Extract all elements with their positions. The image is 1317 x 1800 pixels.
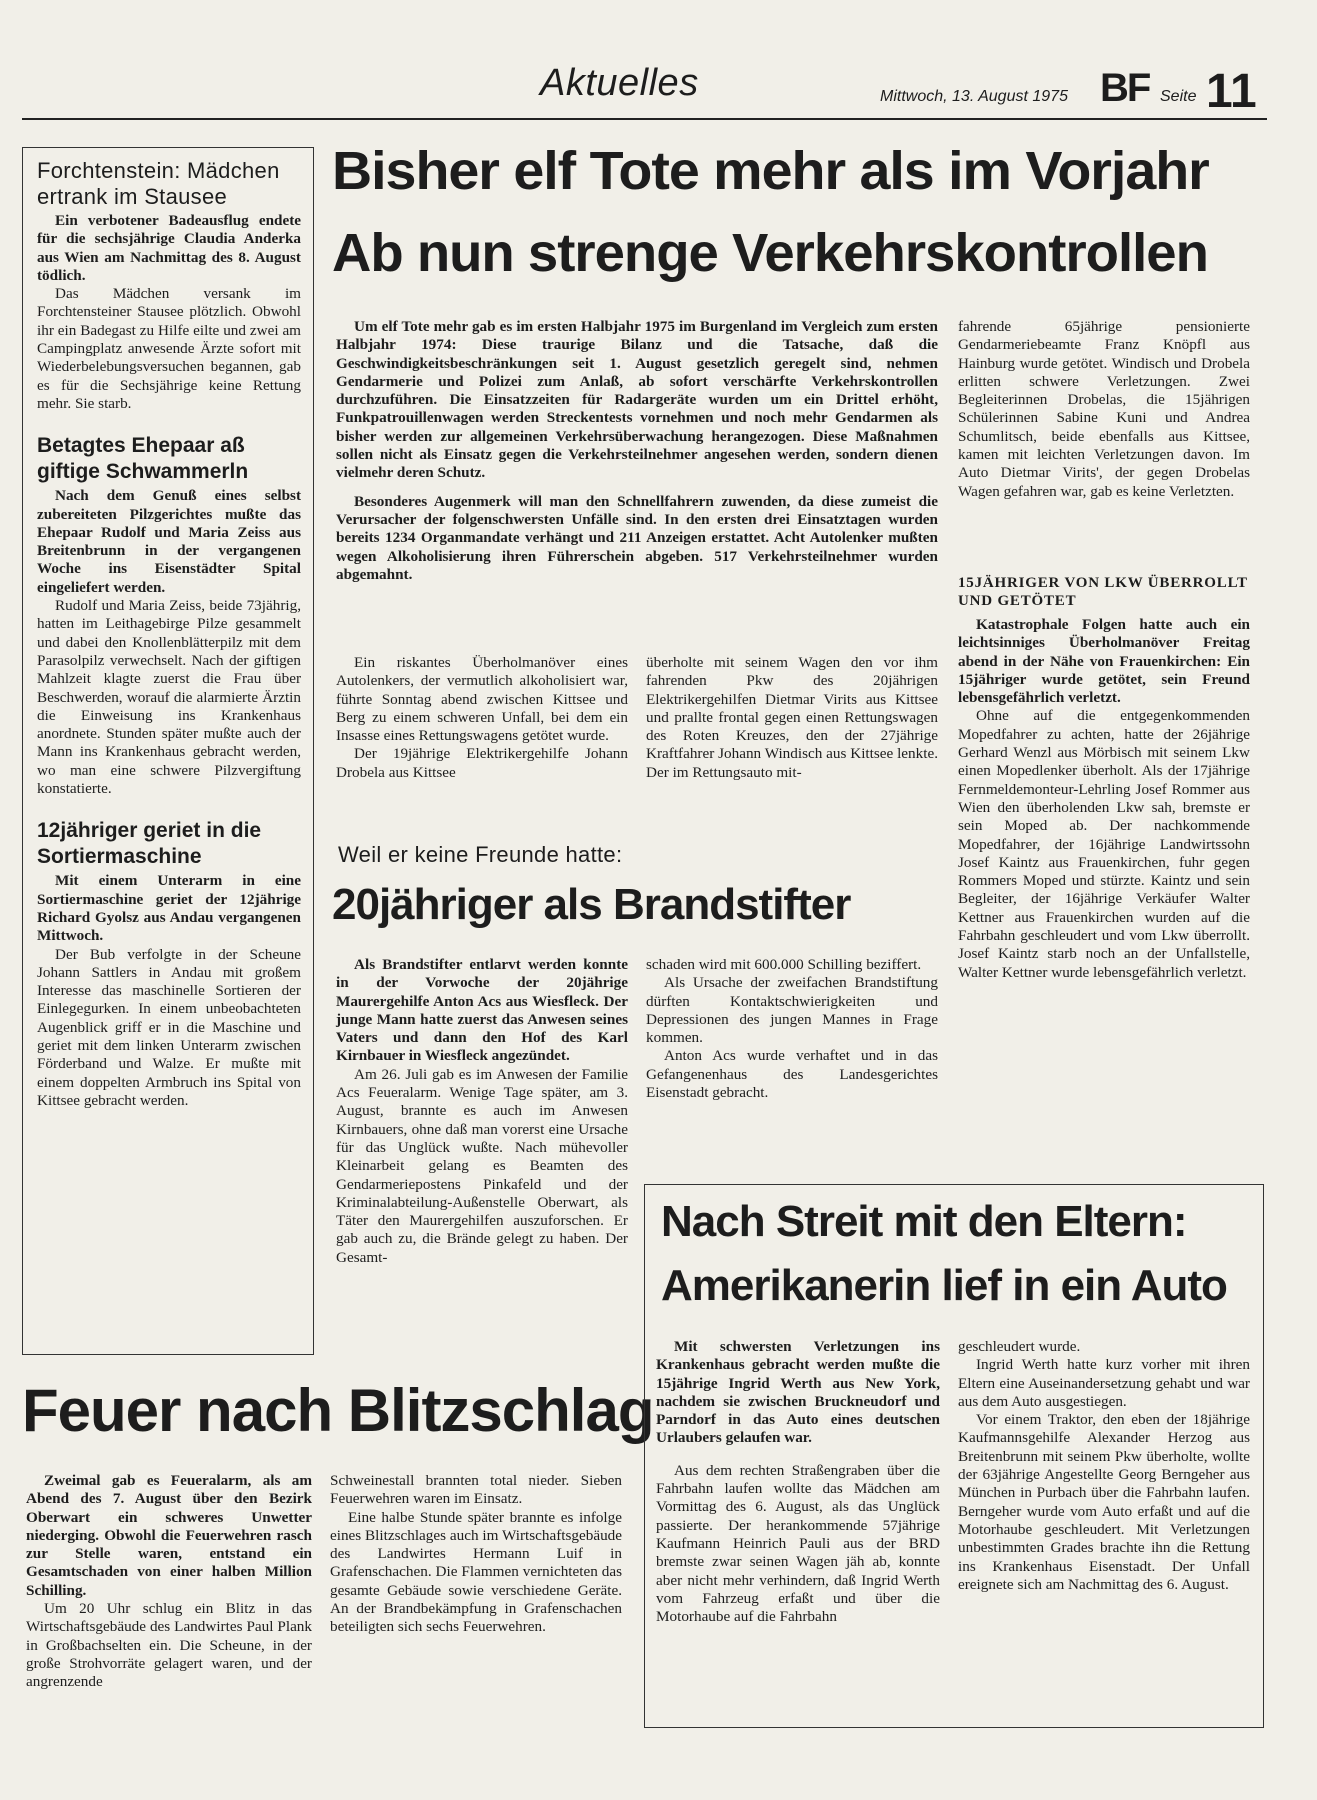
brand-col-2 <box>646 956 938 1102</box>
brand-body-1: Am 26. Juli gab es im Anwesen der Familie Acs Feueralarm. Wenige Tage später, am 3. August, brannte es auch im Anwesen Kirnbauers, ohne daß man vorerst eine Ursache für das Unglück wußte. Nach mühevoller Kleinarbeit gelang es Beamten des Gendarmeriepostens Pinkafeld und der Kriminalabteilung-Außenstelle Oberwart, als Täter den Maurergehilfen auszuforschen. Er gab auch zu, die Brände gelegt zu haben. Der Gesamt- <box>336 1065 628 1266</box>
brand-body-2c: Anton Acs wurde verhaftet und in das Gefangenenhaus des Landesgerichtes Eisenstadt gebracht. <box>646 1047 938 1102</box>
brand-col-1 <box>336 956 628 1267</box>
feuer-headline: Feuer nach Blitzschlag <box>22 1377 654 1444</box>
lkw-lead: Katastrophale Folgen hatte auch ein leichtsinniges Überholmanöver Freitag abend in der Nähe von Frauenkirchen: Ein 15jähriger wurde getötet, sein Freund lebensgefährlich verletzt. <box>958 616 1250 707</box>
story-sortiermaschine-lead: Mit einem Unterarm in eine Sortiermaschine geriet der 12jährige Richard Gyolsz aus Andau vergangenen Mittwoch. <box>37 872 301 945</box>
streit-col-2 <box>958 1338 1250 1594</box>
story-ehepaar-lead: Nach dem Genuß eines selbst zubereiteten Pilzgerichtes mußte das Ehepaar Rudolf und Maria Zeiss aus Breitenbrunn in der vergangenen Woche ins Eisenstädter Spital eingeliefert werden. <box>37 487 301 596</box>
main-col-3-para: fahrende 65jährige pensionierte Gendarmeriebeamte Franz Knöpfl aus Hainburg wurde getötet. Windisch und Drobela erlitten schwere Verletzungen. Zwei Begleiterinnen Drobelas, die 15jährigen Schülerinnen Sabine Kuni und Andrea Schumlitsch, beide ebenfalls aus Kittsee, kamen mit leichten Verletzungen davon. Im Auto Dietmar Virits', der gegen Drobelas Wagen gefahren war, gab es keine Verletzten. <box>958 318 1250 500</box>
main-col-2 <box>646 654 938 782</box>
newspaper-logo: BF <box>1100 66 1150 110</box>
issue-date: Mittwoch, 13. August 1975 <box>880 88 1068 105</box>
main-col-1-para-1: Ein riskantes Überholmanöver eines Autolenkers, der vermutlich alkoholisiert war, führte Sonntag abend zwischen Kittsee und Berg zu einem schweren Unfall, bei dem ein Insasse eines Rettungswagens getötet wurde. <box>336 654 628 745</box>
story-forchtenstein-title: Forchtenstein: Mädchen ertrank im Stausee <box>37 158 280 209</box>
lkw-title: 15JÄHRIGER VON LKW ÜBERROLLT UND GETÖTET <box>958 575 1248 609</box>
main-lead-para-2: Besonderes Augenmerk will man den Schnellfahrern zuwenden, da diese zumeist die Verursacher der folgenschwersten Unfälle sind. In den ersten drei Einsatztagen wurden bereits 1234 Organmandate verhängt und 211 Anzeigen erstattet. Acht Autolenker mußten wegen Alkoholisierung ihren Führerschein abgeben. 517 Verkehrsteilnehmer wurden abgemahnt. <box>336 492 938 583</box>
feuer-col-1 <box>26 1472 312 1692</box>
main-headline-1: Bisher elf Tote mehr als im Vorjahr <box>332 141 1209 201</box>
feuer-body-2b: Eine halbe Stunde später brannte es infolge eines Blitzschlages auch im Wirtschaftsgebäude des Landwirtes Hermann Luif in Grafenschachen. Die Flammen vernichteten das gesamte Gebäude sowie verschiedene Geräte. An der Brandbekämpfung in Grafenschachen beteiligten sich sechs Feuerwehren. <box>330 1508 622 1636</box>
main-lead-para-1: Um elf Tote mehr gab es im ersten Halbjahr 1975 im Burgenland im Vergleich zum ersten Halbjahr 1974: Diese traurige Bilanz und die Tatsache, daß die Geschwindigkeitsbeschränkungen seit 1. August gesetzlich geregelt sind, nehmen Gendarmerie und Polizei zum Anlaß, ab sofort verschärfte Verkehrskontrollen durchzuführen. Die Einsatzzeiten für Radargeräte wurden um ein Drittel erhöht, Funkpatrouillenwagen werden Streckentests vornehmen und noch mehr Gendarmen als bisher werden zur allgemeinen Verkehrsüberwachung herangezogen. Diese Maßnahmen sollen nicht als Einsatz gegen die Verkehrsteilnehmer angesehen werden, sondern dienen vielmehr deren Schutz. <box>336 318 938 482</box>
main-headline-2: Ab nun strenge Verkehrskontrollen <box>332 223 1208 283</box>
brand-kicker: Weil er keine Freunde hatte: <box>338 842 623 867</box>
brand-body-2a: schaden wird mit 600.000 Schilling beziffert. <box>646 956 922 973</box>
lkw-story <box>958 574 1250 982</box>
story-sortiermaschine-body: Der Bub verfolgte in der Scheune Johann Sattlers in Andau mit großem Interesse das maschinelle Sortieren der Einlegegurken. In einem unbeobachteten Augenblick griff er in die Maschine und geriet mit dem linken Unterarm zwischen Förderband und Walze. Er mußte mit einem doppelten Armbruch ins Spital von Kittsee gebracht werden. <box>37 945 301 1109</box>
feuer-body-1: Um 20 Uhr schlug ein Blitz in das Wirtschaftsgebäude des Landwirtes Paul Plank in Großbachselten ein. Die Scheune, in der große Strohvorräte gelagert waren, und der angrenzende <box>26 1600 312 1691</box>
main-col-1-para-2: Der 19jährige Elektrikergehilfe Johann Drobela aus Kittsee <box>336 745 628 781</box>
feuer-lead: Zweimal gab es Feueralarm, als am Abend des 7. August über den Bezirk Oberwart ein schweres Unwetter niederging. Obwohl die Feuerwehren rasch zur Stelle waren, entstand ein Gesamtschaden von einer halben Million Schilling. <box>26 1472 312 1599</box>
streit-body-2b: Ingrid Werth hatte kurz vorher mit ihren Eltern eine Auseinandersetzung gehabt und war aus dem Auto ausgestiegen. <box>958 1356 1250 1410</box>
story-forchtenstein-body: Das Mädchen versank im Forchtensteiner Stausee plötzlich. Obwohl ihr ein Badegast zu Hilfe eilte und zwei am Campingplatz anwesende Ärzte sofort mit Wiederbelebungsversuchen begannen, gab es für die Sechsjährige keine Rettung mehr. Sie starb. <box>37 285 301 412</box>
streit-body-1: Aus dem rechten Straßengraben über die Fahrbahn laufen wollte das Mädchen am Vormittag des 6. August, als das Unglück passierte. Der herankommende 57jährige Kaufmann Heinrich Pauli aus der BRD bremste zwar seinen Wagen jäh ab, konnte aber nicht mehr verhindern, daß Ingrid Werth vom Fahrzeug erfaßt und über die Motorhaube auf die Fahrbahn <box>656 1461 940 1626</box>
main-col-3 <box>958 318 1250 501</box>
lkw-body: Ohne auf die entgegenkommenden Mopedfahrer zu achten, hatte der 26jährige Gerhard Wenzl aus Mörbisch mit seinem Lkw einen Mopedlenker überholt. Als der 17jährige Fernmeldemonteur-Lehrling Josef Rommer aus Wien den überholenden Lkw sah, bremste er sein Moped ab. Der nachkommende Mopedfahrer, der 16jährige Landwirtssohn Josef Kaintz aus Frauenkirchen, fuhr gegen Rommers Moped und stürzte. Kaintz und sein Begleiter, der 16jährige Verkäufer Walter Kettner aus Frauenkirchen wurden auf die Fahrbahn geschleudert und vom Lkw überrollt. Josef Kaintz starb noch an der Unfallstelle, Walter Kettner wurde lebensgefährlich verletzt. <box>958 707 1250 981</box>
streit-col-1 <box>656 1338 940 1626</box>
story-forchtenstein-lead: Ein verbotener Badeausflug endete für die sechsjährige Claudia Anderka aus Wien am Nachmittag des 8. August tödlich. <box>37 212 301 284</box>
brand-body-2b: Als Ursache der zweifachen Brandstiftung dürften Kontaktschwierigkeiten und Depressionen des jungen Mannes in Frage kommen. <box>646 974 938 1047</box>
feuer-body-2a: Schweinestall brannten total nieder. Sieben Feuerwehren waren im Einsatz. <box>330 1472 622 1508</box>
main-col-1 <box>336 654 628 782</box>
section-title: Aktuelles <box>540 62 699 104</box>
main-lead <box>336 318 938 584</box>
story-ehepaar-body: Rudolf und Maria Zeiss, beide 73jährig, hatten im Leithagebirge Pilze gesammelt und dabei den Knollenblätterpilz mit dem Parasolpilz verwechselt. Nach der giftigen Mahlzeit klagte zuerst die Frau über Beschwerden, worauf die alarmierte Ärztin die Einweisung ins Krankenhaus anordnete. Stunden später mußte auch der Mann ins Krankenhaus gebracht werden, wo man eine schwere Pilzvergiftung konstatierte. <box>37 597 301 798</box>
story-sortiermaschine-title: 12jähriger geriet in die Sortiermaschine <box>37 819 262 869</box>
streit-headline-1: Nach Streit mit den Eltern: <box>661 1197 1187 1246</box>
page-label: Seite <box>1160 88 1197 105</box>
main-col-2-para: überholte mit seinem Wagen den vor ihm fahrenden Pkw des 20jährigen Elektrikergehilfen Dietmar Virits aus Kittsee und prallte frontal gegen einen Rettungswagen des Roten Kreuzes, den der 27jährige Kraftfahrer Johann Windisch aus Kittsee lenkte. Der im Rettungsauto mit- <box>646 654 938 781</box>
streit-body-2c: Vor einem Traktor, den eben der 18jährige Kaufmannsgehilfe Alexander Herzog aus Breitenbrunn mit seinem Pkw überholte, wollte der 63jährige Angestellte Georg Berngeher aus München in Purbach über die Fahrbahn laufen. Berngeher wurde vom Auto erfaßt und auf die Motorhaube geschleudert. Mit Verletzungen unbestimmten Grades brachte ihn die Rettung ins Krankenhaus Eisenstadt. Der Unfall ereignete sich am Nachmittag des 6. August. <box>958 1411 1250 1593</box>
streit-lead: Mit schwersten Verletzungen ins Krankenhaus gebracht werden mußte die 15jährige Ingrid Werth aus New York, nachdem sie zwischen Bruckneudorf und Parndorf in das Auto eines deutschen Urlaubers gelaufen war. <box>656 1338 940 1447</box>
sidebar-box <box>22 147 314 1355</box>
header-rule <box>22 118 1267 120</box>
story-ehepaar-title: Betagtes Ehepaar aß giftige Schwammerln <box>37 434 249 484</box>
streit-body-2a: geschleudert wurde. <box>958 1338 1081 1355</box>
streit-headline-2: Amerikanerin lief in ein Auto <box>661 1261 1227 1310</box>
brand-lead: Als Brandstifter entlarvt werden konnte in der Vorwoche der 20jährige Maurergehilfe Anton Acs aus Wiesfleck. Der junge Mann hatte zuerst das Anwesen seines Vaters und dann den Hof des Karl Kirnbauer in Wiesfleck angezündet. <box>336 956 628 1065</box>
brand-headline: 20jähriger als Brandstifter <box>332 880 851 929</box>
page-number: 11 <box>1206 65 1257 118</box>
feuer-col-2 <box>330 1472 622 1637</box>
